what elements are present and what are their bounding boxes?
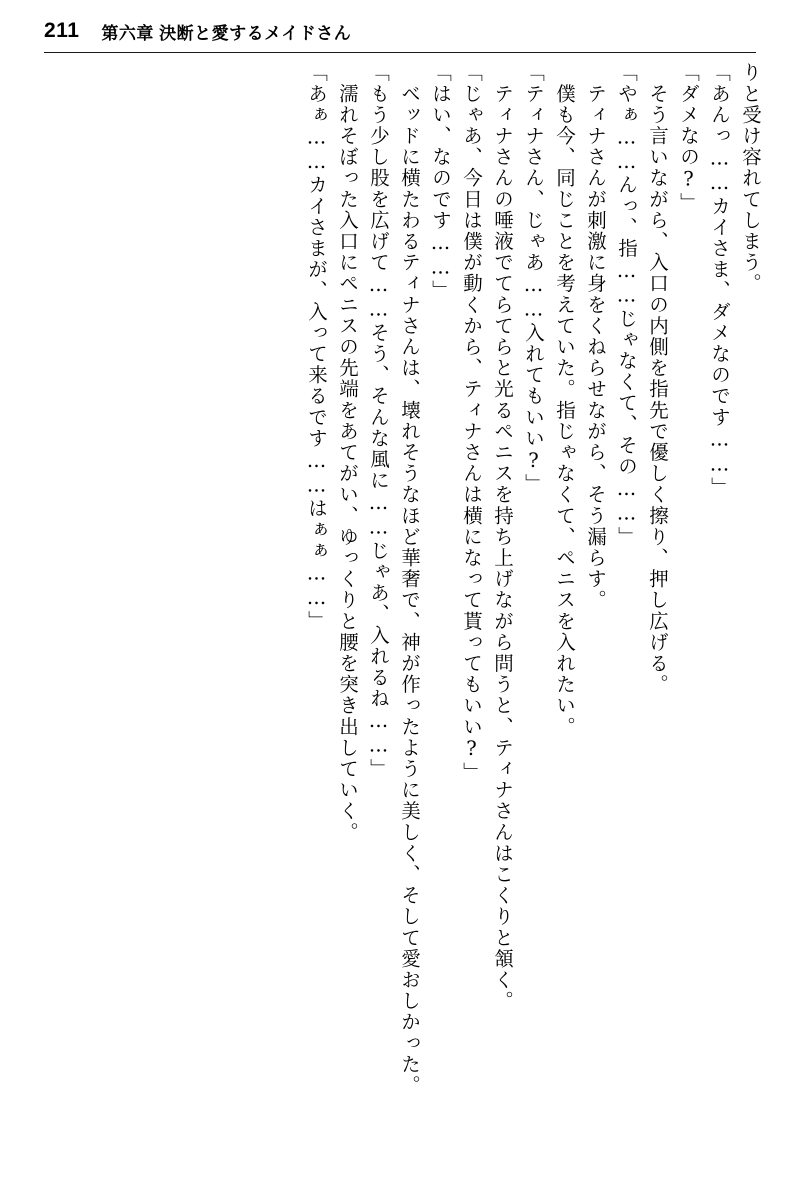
page-number: 211 (44, 19, 80, 42)
text-column: 「もう少し股を広げて……そう、そんな風に……じゃあ、入れるね……」 (367, 62, 390, 780)
text-column: 「ティナさん、じゃあ……入れてもいい?」 (522, 62, 545, 495)
text-column: りと受け容れてしまう。 (739, 62, 762, 295)
text-column: 「ダメなの?」 (677, 62, 700, 214)
vertical-text-body (38, 62, 760, 1160)
running-header (44, 14, 756, 53)
text-column: 僕も今、同じことを考えていた。指じゃなくて、ペニスを入れたい。 (553, 62, 576, 738)
text-column: 「じゃあ、今日は僕が動くから、ティナさんは横になって貰ってもいい?」 (460, 62, 483, 783)
text-column: 「やぁ……んっ、指……じゃなくて、その……」 (615, 62, 638, 548)
text-column: ティナさんの唾液でてらてらと光るペニスを持ち上げながら問うと、ティナさんはこくりと頷く。 (491, 62, 514, 1012)
text-column: ベッドに横たわるティナさんは、壊れそうなほど華奢で、神が作ったように美しく、そして愛おしかった。 (398, 62, 421, 1096)
chapter-title: 第六章 決断と愛するメイドさん (101, 23, 352, 43)
text-column: 「あぁ……カイさまが、入って来るです……はぁぁ……」 (305, 62, 328, 632)
text-column: ティナさんが刺激に身をくねらせながら、そう漏らす。 (584, 62, 607, 611)
text-column: そう言いながら、入口の内側を指先で優しく擦り、押し広げる。 (646, 62, 669, 695)
text-column: 濡れそぼった入口にペニスの先端をあてがい、ゆっくりと腰を突き出していく。 (336, 62, 359, 843)
text-column: 「はい、なのです……」 (429, 62, 452, 302)
text-column: 「あんっ……カイさま、ダメなのです……」 (708, 62, 731, 498)
